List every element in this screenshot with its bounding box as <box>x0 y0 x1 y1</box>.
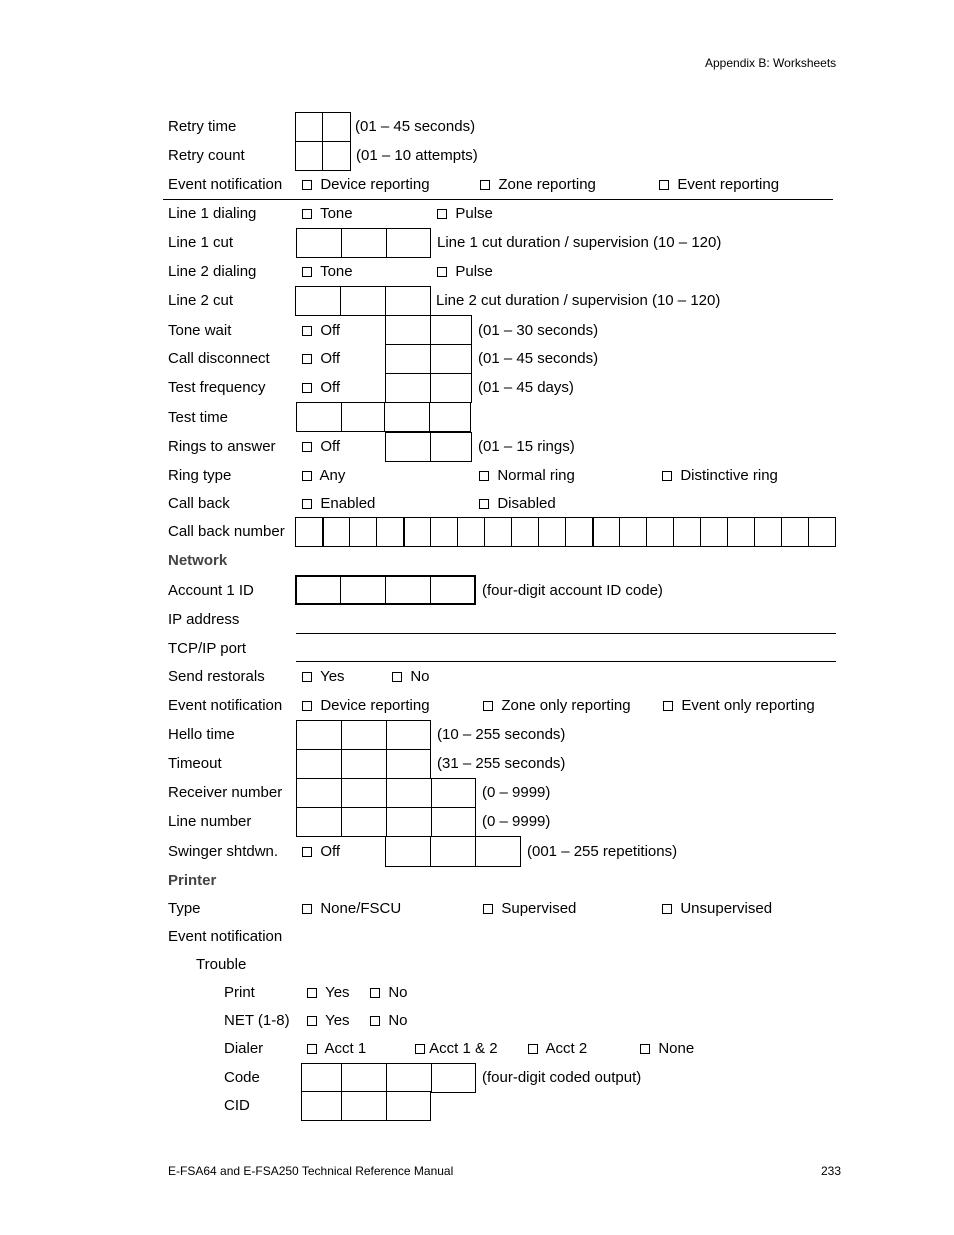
disabled-option[interactable]: Disabled <box>479 495 556 513</box>
checkbox-icon[interactable] <box>307 1016 317 1026</box>
checkbox-icon[interactable] <box>307 988 317 998</box>
printer-event-notification-label: Event notification <box>168 928 283 945</box>
any-option[interactable]: Any <box>302 467 345 485</box>
cid-label: CID <box>224 1097 250 1114</box>
checkbox-icon[interactable] <box>370 988 380 998</box>
hello-time-note: (10 – 255 seconds) <box>437 726 566 743</box>
checkbox-icon[interactable] <box>480 180 490 190</box>
swinger-label: Swinger shtdwn. <box>168 843 279 860</box>
code-label: Code <box>224 1069 260 1086</box>
checkbox-icon[interactable] <box>307 1044 317 1054</box>
checkbox-icon[interactable] <box>302 499 312 509</box>
digit-box[interactable] <box>592 517 620 547</box>
checkbox-icon[interactable] <box>302 326 312 336</box>
receiver-number-boxes[interactable] <box>296 778 476 808</box>
checkbox-icon[interactable] <box>302 209 312 219</box>
checkbox-icon[interactable] <box>302 701 312 711</box>
checkbox-icon[interactable] <box>302 180 312 190</box>
digit-box[interactable] <box>673 517 701 547</box>
digit-box[interactable] <box>403 517 431 547</box>
off-option[interactable]: Off <box>302 322 340 340</box>
digit-box[interactable] <box>457 517 485 547</box>
normal-ring-option[interactable]: Normal ring <box>479 467 575 485</box>
checkbox-icon[interactable] <box>479 471 489 481</box>
call-back-number-label: Call back number <box>168 523 285 540</box>
page-number: 233 <box>821 1164 842 1178</box>
line-number-note: (0 – 9999) <box>482 813 551 830</box>
receiver-number-label: Receiver number <box>168 784 283 801</box>
checkbox-icon[interactable] <box>415 1044 425 1054</box>
event-notification-label: Event notification <box>168 176 283 193</box>
hello-time-boxes[interactable] <box>296 720 431 750</box>
digit-box[interactable] <box>430 517 458 547</box>
test-frequency-note: (01 – 45 days) <box>478 379 574 396</box>
net-label: NET (1-8) <box>224 1012 290 1029</box>
pulse-option[interactable]: Pulse <box>437 205 493 223</box>
no-option[interactable]: No <box>370 1012 408 1030</box>
acct1-option[interactable]: Acct 1 <box>307 1040 366 1058</box>
tone-wait-note: (01 – 30 seconds) <box>478 322 599 339</box>
zone-only-reporting-option[interactable]: Zone only reporting <box>483 697 631 715</box>
device-reporting-option[interactable]: Device reporting <box>302 176 430 194</box>
digit-box[interactable] <box>565 517 593 547</box>
checkbox-icon[interactable] <box>302 471 312 481</box>
yes-option[interactable]: Yes <box>302 668 345 686</box>
retry-time-note: (01 – 45 seconds) <box>355 118 476 135</box>
retry-time-boxes[interactable] <box>295 112 351 142</box>
device-reporting-option[interactable]: Device reporting <box>302 697 430 715</box>
none-fscu-option[interactable]: None/FSCU <box>302 900 401 918</box>
checkbox-icon[interactable] <box>302 442 312 452</box>
rings-to-answer-note: (01 – 15 rings) <box>478 438 575 455</box>
yes-option[interactable]: Yes <box>307 984 350 1002</box>
checkbox-icon[interactable] <box>659 180 669 190</box>
checkbox-icon[interactable] <box>302 383 312 393</box>
digit-box[interactable] <box>322 517 350 547</box>
digit-box[interactable] <box>295 517 323 547</box>
retry-count-boxes[interactable] <box>295 141 351 171</box>
yes-option[interactable]: Yes <box>307 1012 350 1030</box>
printer-heading: Printer <box>168 872 217 889</box>
digit-box[interactable] <box>727 517 755 547</box>
tone-wait-boxes[interactable] <box>385 315 472 345</box>
network-heading: Network <box>168 552 228 569</box>
call-back-number-boxes[interactable] <box>295 517 836 547</box>
swinger-note: (001 – 255 repetitions) <box>527 843 678 860</box>
footer-title: E-FSA64 and E-FSA250 Technical Reference Manual <box>168 1164 454 1178</box>
digit-box[interactable] <box>808 517 836 547</box>
retry-count-label: Retry count <box>168 147 245 164</box>
digit-box[interactable] <box>754 517 782 547</box>
swinger-boxes[interactable] <box>385 836 521 867</box>
line-number-boxes[interactable] <box>296 807 476 837</box>
ip-address-field[interactable] <box>296 633 836 634</box>
off-option[interactable]: Off <box>302 438 340 456</box>
acct2-option[interactable]: Acct 2 <box>528 1040 587 1058</box>
account1-note: (four-digit account ID code) <box>482 582 663 599</box>
tone-wait-label: Tone wait <box>168 322 232 339</box>
section-divider <box>163 199 833 200</box>
account1-label: Account 1 ID <box>168 582 254 599</box>
digit-box[interactable] <box>781 517 809 547</box>
code-note: (four-digit coded output) <box>482 1069 642 1086</box>
event-reporting-option[interactable]: Event reporting <box>659 176 779 194</box>
print-label: Print <box>224 984 255 1001</box>
cid-boxes[interactable] <box>301 1091 431 1121</box>
call-back-label: Call back <box>168 495 230 512</box>
page-header: Appendix B: Worksheets <box>705 56 837 70</box>
account1-boxes[interactable] <box>295 575 476 605</box>
line2-cut-note: Line 2 cut duration / supervision (10 – 120) <box>436 292 721 309</box>
acct1-2-option[interactable]: Acct 1 & 2 <box>415 1040 498 1058</box>
tone-option[interactable]: Tone <box>302 263 353 281</box>
unsupervised-option[interactable]: Unsupervised <box>662 900 772 918</box>
test-time-boxes[interactable] <box>296 402 471 432</box>
off-option[interactable]: Off <box>302 379 340 397</box>
call-disconnect-boxes[interactable] <box>385 344 472 374</box>
timeout-label: Timeout <box>168 755 222 772</box>
tone-option[interactable]: Tone <box>302 205 353 223</box>
digit-box[interactable] <box>511 517 539 547</box>
printer-type-label: Type <box>168 900 201 917</box>
zone-reporting-option[interactable]: Zone reporting <box>480 176 596 194</box>
tcpip-port-label: TCP/IP port <box>168 640 247 657</box>
checkbox-icon[interactable] <box>437 267 447 277</box>
off-option[interactable]: Off <box>302 843 340 861</box>
checkbox-icon[interactable] <box>662 471 672 481</box>
checkbox-icon[interactable] <box>370 1016 380 1026</box>
checkbox-icon[interactable] <box>483 701 493 711</box>
off-option[interactable]: Off <box>302 350 340 368</box>
checkbox-icon[interactable] <box>302 354 312 364</box>
line1-cut-boxes[interactable] <box>296 228 431 258</box>
line1-dialing-label: Line 1 dialing <box>168 205 257 222</box>
checkbox-icon[interactable] <box>437 209 447 219</box>
call-disconnect-note: (01 – 45 seconds) <box>478 350 599 367</box>
retry-time-label: Retry time <box>168 118 237 135</box>
line1-cut-note: Line 1 cut duration / supervision (10 – 120) <box>437 234 722 251</box>
line1-cut-label: Line 1 cut <box>168 234 234 251</box>
tcpip-port-field[interactable] <box>296 661 836 662</box>
test-frequency-label: Test frequency <box>168 379 266 396</box>
retry-count-note: (01 – 10 attempts) <box>356 147 478 164</box>
hello-time-label: Hello time <box>168 726 235 743</box>
checkbox-icon[interactable] <box>302 267 312 277</box>
checkbox-icon[interactable] <box>483 904 493 914</box>
digit-box[interactable] <box>349 517 377 547</box>
digit-box[interactable] <box>538 517 566 547</box>
send-restorals-label: Send restorals <box>168 668 265 685</box>
event-only-reporting-option[interactable]: Event only reporting <box>663 697 815 715</box>
pulse-option[interactable]: Pulse <box>437 263 493 281</box>
checkbox-icon[interactable] <box>302 847 312 857</box>
receiver-number-note: (0 – 9999) <box>482 784 551 801</box>
checkbox-icon[interactable] <box>479 499 489 509</box>
test-frequency-boxes[interactable] <box>385 373 472 403</box>
checkbox-icon[interactable] <box>302 904 312 914</box>
timeout-boxes[interactable] <box>296 749 431 779</box>
code-boxes[interactable] <box>301 1063 476 1093</box>
digit-box[interactable] <box>700 517 728 547</box>
digit-box[interactable] <box>646 517 674 547</box>
checkbox-icon[interactable] <box>392 672 402 682</box>
none-option[interactable]: None <box>640 1040 694 1058</box>
call-disconnect-label: Call disconnect <box>168 350 270 367</box>
supervised-option[interactable]: Supervised <box>483 900 576 918</box>
checkbox-icon[interactable] <box>640 1044 650 1054</box>
line2-cut-label: Line 2 cut <box>168 292 234 309</box>
ip-address-label: IP address <box>168 611 240 628</box>
digit-box[interactable] <box>619 517 647 547</box>
network-event-notification-label: Event notification <box>168 697 283 714</box>
line-number-label: Line number <box>168 813 252 830</box>
test-time-label: Test time <box>168 409 229 426</box>
timeout-note: (31 – 255 seconds) <box>437 755 566 772</box>
enabled-option[interactable]: Enabled <box>302 495 375 513</box>
checkbox-icon[interactable] <box>302 672 312 682</box>
line2-cut-boxes[interactable] <box>295 286 431 316</box>
rings-to-answer-boxes[interactable] <box>385 432 472 462</box>
checkbox-icon[interactable] <box>528 1044 538 1054</box>
checkbox-icon[interactable] <box>663 701 673 711</box>
no-option[interactable]: No <box>370 984 408 1002</box>
dialer-label: Dialer <box>224 1040 264 1057</box>
trouble-label: Trouble <box>196 956 247 973</box>
rings-to-answer-label: Rings to answer <box>168 438 276 455</box>
digit-box[interactable] <box>376 517 404 547</box>
no-option[interactable]: No <box>392 668 430 686</box>
distinctive-ring-option[interactable]: Distinctive ring <box>662 467 778 485</box>
digit-box[interactable] <box>484 517 512 547</box>
line2-dialing-label: Line 2 dialing <box>168 263 257 280</box>
ring-type-label: Ring type <box>168 467 232 484</box>
checkbox-icon[interactable] <box>662 904 672 914</box>
